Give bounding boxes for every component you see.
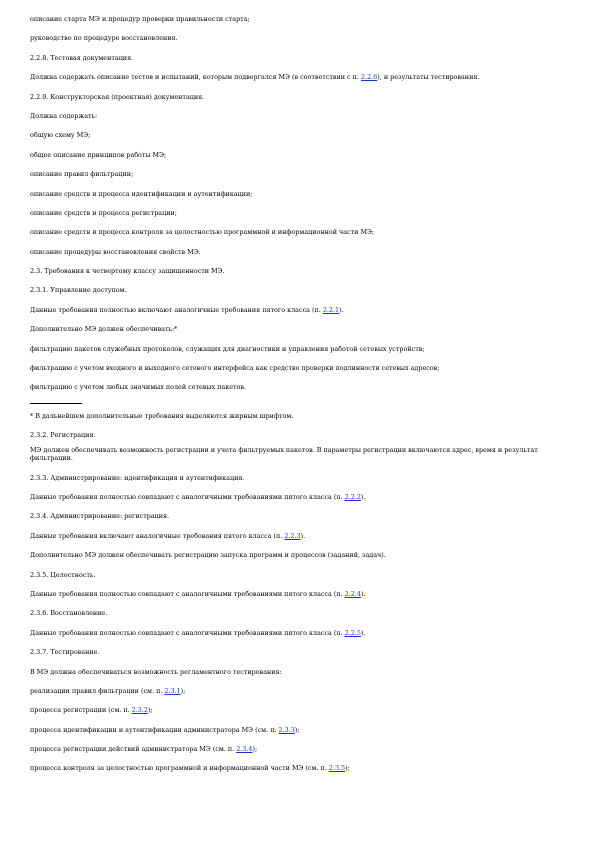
paragraph-text: реализации правил фильтрации (см. п. bbox=[30, 686, 165, 695]
paragraph-text: 2.3.4. Администрирование: регистрация. bbox=[30, 512, 170, 521]
paragraph-text: процесса контроля за целостностью программной и информационной части МЭ (см. п. bbox=[30, 764, 329, 773]
paragraph-text: Дополнительно МЭ должен обеспечивать:* bbox=[30, 325, 178, 334]
paragraph bbox=[30, 412, 570, 420]
paragraph-text-after: ). bbox=[360, 628, 366, 637]
paragraph bbox=[30, 248, 570, 256]
paragraph-text: 2.3.6. Восстановление. bbox=[30, 609, 108, 618]
paragraph-text: МЭ должен обеспечивать возможность регистрации и учета фильтруемых пакетов. В параметры регистрации включаются адрес, время и результат фильтрации. bbox=[30, 446, 538, 463]
paragraph-text: 2.3.7. Тестирование. bbox=[30, 648, 100, 657]
paragraph bbox=[30, 364, 570, 372]
paragraph bbox=[30, 493, 570, 501]
paragraph bbox=[30, 170, 570, 178]
paragraph-text: 2.3. Требования к четвертому классу защищенности МЭ. bbox=[30, 267, 225, 276]
paragraph bbox=[30, 209, 570, 217]
paragraph bbox=[30, 228, 570, 236]
paragraph-text: общую схему МЭ; bbox=[30, 131, 91, 140]
paragraph bbox=[30, 648, 570, 656]
section-reference-link[interactable]: 2.3.3 bbox=[278, 725, 295, 734]
paragraph-text: Дополнительно МЭ должен обеспечивать регистрацию запуска программ и процессов (заданий, задач). bbox=[30, 551, 386, 560]
paragraph-text: 2.3.2. Регистрация. bbox=[30, 431, 96, 440]
paragraph bbox=[30, 551, 570, 559]
paragraph bbox=[30, 764, 570, 772]
paragraph-text: руководство по процедуре восстановления. bbox=[30, 34, 178, 43]
paragraph bbox=[30, 151, 570, 159]
paragraph bbox=[30, 609, 570, 617]
paragraph-text-after: ); bbox=[294, 725, 300, 734]
paragraph-text: 2.2.8. Тестовая документация. bbox=[30, 53, 134, 62]
paragraph-text: Данные требования полностью совпадают с аналогичными требованиями пятого класса (п. bbox=[30, 628, 345, 637]
paragraph bbox=[30, 34, 570, 42]
paragraph-text: Данные требования полностью включают аналогичные требования пятого класса (п. bbox=[30, 305, 323, 314]
paragraph-text-after: ). bbox=[300, 531, 306, 540]
paragraph-text: Должна содержать: bbox=[30, 111, 98, 120]
paragraph bbox=[30, 131, 570, 139]
paragraph-text-after: ). bbox=[339, 305, 344, 314]
paragraph bbox=[30, 590, 570, 598]
paragraph-text: фильтрацию пакетов служебных протоколов, служащих для диагностики и управления работой сетевых устройств; bbox=[30, 344, 425, 353]
paragraph bbox=[30, 15, 570, 23]
paragraph-text: процесса регистрации (см. п. bbox=[30, 706, 132, 715]
paragraph bbox=[30, 629, 570, 637]
paragraph-text-after: ); bbox=[147, 706, 153, 715]
paragraph bbox=[30, 474, 570, 482]
paragraph bbox=[30, 383, 570, 391]
paragraph-text-after: ); bbox=[252, 745, 258, 754]
paragraph bbox=[30, 512, 570, 520]
paragraph bbox=[30, 431, 570, 439]
paragraph bbox=[30, 73, 570, 81]
paragraph bbox=[30, 745, 570, 753]
document-page bbox=[30, 15, 570, 784]
section-reference-link[interactable]: 2.3.4 bbox=[236, 745, 253, 754]
paragraph bbox=[30, 687, 570, 695]
paragraph-text-after: ), и результаты тестирования. bbox=[377, 73, 480, 82]
paragraph-text-after: ); bbox=[180, 686, 186, 695]
paragraph-text-after: ). bbox=[360, 589, 366, 598]
section-reference-link[interactable]: 2.3.5 bbox=[328, 764, 346, 773]
paragraph bbox=[30, 532, 570, 540]
paragraph-text: * В дальнейшем дополнительные требования выделяются жирным шрифтом. bbox=[30, 411, 294, 420]
paragraph bbox=[30, 190, 570, 198]
paragraph-text: описание средств и процесса идентификации и аутентификации; bbox=[30, 189, 253, 198]
paragraph-text: В МЭ должна обеспечиваться возможность регламентного тестирования: bbox=[30, 667, 282, 676]
paragraph-text-after: ); bbox=[345, 764, 350, 773]
section-reference-link[interactable]: 2.2.2 bbox=[344, 492, 361, 501]
paragraph-text: описание старта МЭ и процедур проверки правильности старта; bbox=[30, 15, 250, 23]
paragraph-text: 2.3.1. Управление доступом. bbox=[30, 286, 127, 295]
paragraph-text: описание правил фильтрации; bbox=[30, 170, 134, 179]
paragraph bbox=[30, 286, 570, 294]
paragraph bbox=[30, 93, 570, 101]
paragraph bbox=[30, 54, 570, 62]
paragraph-text: фильтрацию с учетом любых значимых полей сетевых пакетов. bbox=[30, 383, 246, 392]
paragraph-text: Данные требования полностью совпадают с аналогичными требованиями пятого класса (п. bbox=[30, 589, 345, 598]
paragraph-text: 2.3.3. Администрирование: идентификация и аутентификация. bbox=[30, 473, 245, 482]
paragraph-text: описание средств и процесса контроля за целостностью программной и информационной части МЭ; bbox=[30, 228, 375, 237]
section-reference-link[interactable]: 2.2.3 bbox=[284, 531, 301, 540]
section-reference-link[interactable]: 2.2.1 bbox=[322, 305, 340, 314]
section-reference-link[interactable]: 2.2.4 bbox=[344, 589, 361, 598]
footnote-divider bbox=[30, 403, 82, 404]
section-reference-link[interactable]: 2.3.1 bbox=[164, 686, 181, 695]
section-reference-link[interactable]: 2.3.2 bbox=[131, 706, 148, 715]
paragraph bbox=[30, 571, 570, 579]
paragraph-text: Должна содержать описание тестов и испытаний, которым подвергался МЭ (в соответствии с п. bbox=[30, 73, 361, 82]
paragraph-text-after: ). bbox=[360, 492, 366, 501]
paragraph-text: описание средств и процесса регистрации; bbox=[30, 208, 177, 217]
paragraph-text: фильтрацию с учетом входного и выходного сетевого интерфейса как средство проверки подлинности сетевых адресов; bbox=[30, 364, 440, 373]
paragraph bbox=[30, 267, 570, 275]
paragraph-text: Данные требования включают аналогичные требования пятого класса (п. bbox=[30, 531, 285, 540]
paragraph bbox=[30, 668, 570, 676]
paragraph bbox=[30, 706, 570, 714]
paragraph bbox=[30, 325, 570, 333]
paragraph-text: 2.3.5. Целостность. bbox=[30, 570, 96, 579]
paragraph bbox=[30, 112, 570, 120]
paragraph-text: 2.2.9. Конструкторская (проектная) документация. bbox=[30, 92, 205, 101]
paragraph bbox=[30, 726, 570, 734]
paragraph bbox=[30, 446, 570, 462]
paragraph-text: Данные требования полностью совпадают с аналогичными требованиями пятого класса (п. bbox=[30, 492, 345, 501]
paragraph bbox=[30, 345, 570, 353]
paragraph-text: общее описание принципов работы МЭ; bbox=[30, 150, 167, 159]
paragraph bbox=[30, 306, 570, 314]
paragraph-text: описание процедуры восстановления свойств МЭ. bbox=[30, 247, 201, 256]
paragraph-text: процесса регистрации действий администратора МЭ (см. п. bbox=[30, 745, 237, 754]
section-reference-link[interactable]: 2.2.5 bbox=[344, 628, 361, 637]
paragraph-text: процесса идентификации и аутентификации администратора МЭ (см. п. bbox=[30, 725, 279, 734]
section-reference-link[interactable]: 2.2.6 bbox=[361, 73, 378, 82]
